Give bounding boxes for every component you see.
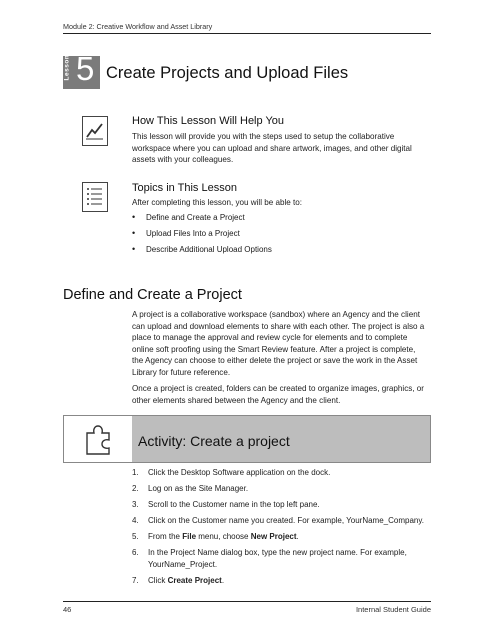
- paragraph: A project is a collaborative workspace (sandbox) where an Agency and the client can upload and download elements to share with each other. The project is also a place to manage the approval and review cycle for elements and to complete online soft proofing using the Smart Review feature. After a project is complete, the Agency can choose to either delete the project or save the work in the Asset Library for future reference.: [132, 310, 425, 377]
- topics-intro: After completing this lesson, you will be able to:: [132, 198, 303, 207]
- help-heading: How This Lesson Will Help You: [132, 115, 285, 127]
- step-number: 1.: [132, 468, 139, 477]
- step-number: 4.: [132, 516, 139, 526]
- step-item: [132, 515, 432, 527]
- list-item: • Describe Additional Upload Options: [132, 245, 272, 261]
- step-item: [132, 483, 432, 495]
- step-text: .: [221, 576, 225, 586]
- lesson-number: 5: [76, 50, 95, 87]
- button-name: Create Project: [167, 576, 222, 586]
- list-item: • Upload Files Into a Project: [132, 229, 272, 245]
- step-item: [132, 499, 432, 511]
- puzzle-piece-icon: [84, 423, 114, 457]
- section-body: [132, 309, 428, 411]
- guide-name: Internal Student Guide: [355, 605, 431, 614]
- step-text: Click the Desktop Software application on the dock.: [148, 468, 331, 477]
- header-rule: [63, 33, 431, 34]
- page-number: 46: [63, 605, 72, 614]
- activity-banner: [63, 415, 431, 463]
- step-text: menu, choose: [196, 532, 251, 542]
- checklist-icon: [82, 182, 108, 212]
- list-item: • Define and Create a Project: [132, 213, 272, 229]
- step-text: Scroll to the Customer name in the top left pane.: [148, 500, 320, 510]
- steps-list: [132, 467, 432, 591]
- step-number: 6.: [132, 548, 139, 558]
- paragraph: Once a project is created, folders can be created to organize images, graphics, or other elements shared between the Agency and the client.: [132, 384, 424, 405]
- step-item: [132, 531, 432, 543]
- help-body: This lesson will provide you with the steps used to setup the collaborative workspace where you can upload and share artwork, images, and other digital assets with your colleagues.: [132, 132, 412, 164]
- running-head: Module 2: Creative Workflow and Asset Library: [63, 22, 213, 31]
- lesson-label: Lesson: [63, 54, 71, 81]
- step-text: Click: [148, 576, 168, 586]
- footer-rule: [63, 601, 431, 602]
- step-number: 7.: [132, 576, 139, 586]
- topics-heading: Topics in This Lesson: [132, 182, 237, 194]
- step-text: From the: [148, 532, 183, 542]
- command-name: New Project: [250, 532, 297, 542]
- step-item: [132, 547, 432, 570]
- step-number: 3.: [132, 500, 139, 510]
- step-number: 2.: [132, 484, 139, 494]
- step-number: 5.: [132, 532, 139, 542]
- section-heading: Define and Create a Project: [63, 287, 242, 303]
- step-text: In the Project Name dialog box, type the new project name. For example, YourName_Project.: [148, 548, 407, 569]
- lesson-title: Create Projects and Upload Files: [106, 64, 349, 82]
- step-item: [132, 575, 432, 587]
- step-text: Log on as the Site Manager.: [148, 484, 249, 494]
- topics-list: [132, 213, 272, 261]
- step-text: Click on the Customer name you created. For example, YourName_Company.: [148, 516, 424, 526]
- step-item: [132, 467, 432, 479]
- menu-name: File: [182, 532, 197, 542]
- step-text: .: [296, 532, 299, 542]
- trend-chart-icon: [82, 116, 108, 146]
- activity-title: Activity: Create a project: [138, 433, 290, 449]
